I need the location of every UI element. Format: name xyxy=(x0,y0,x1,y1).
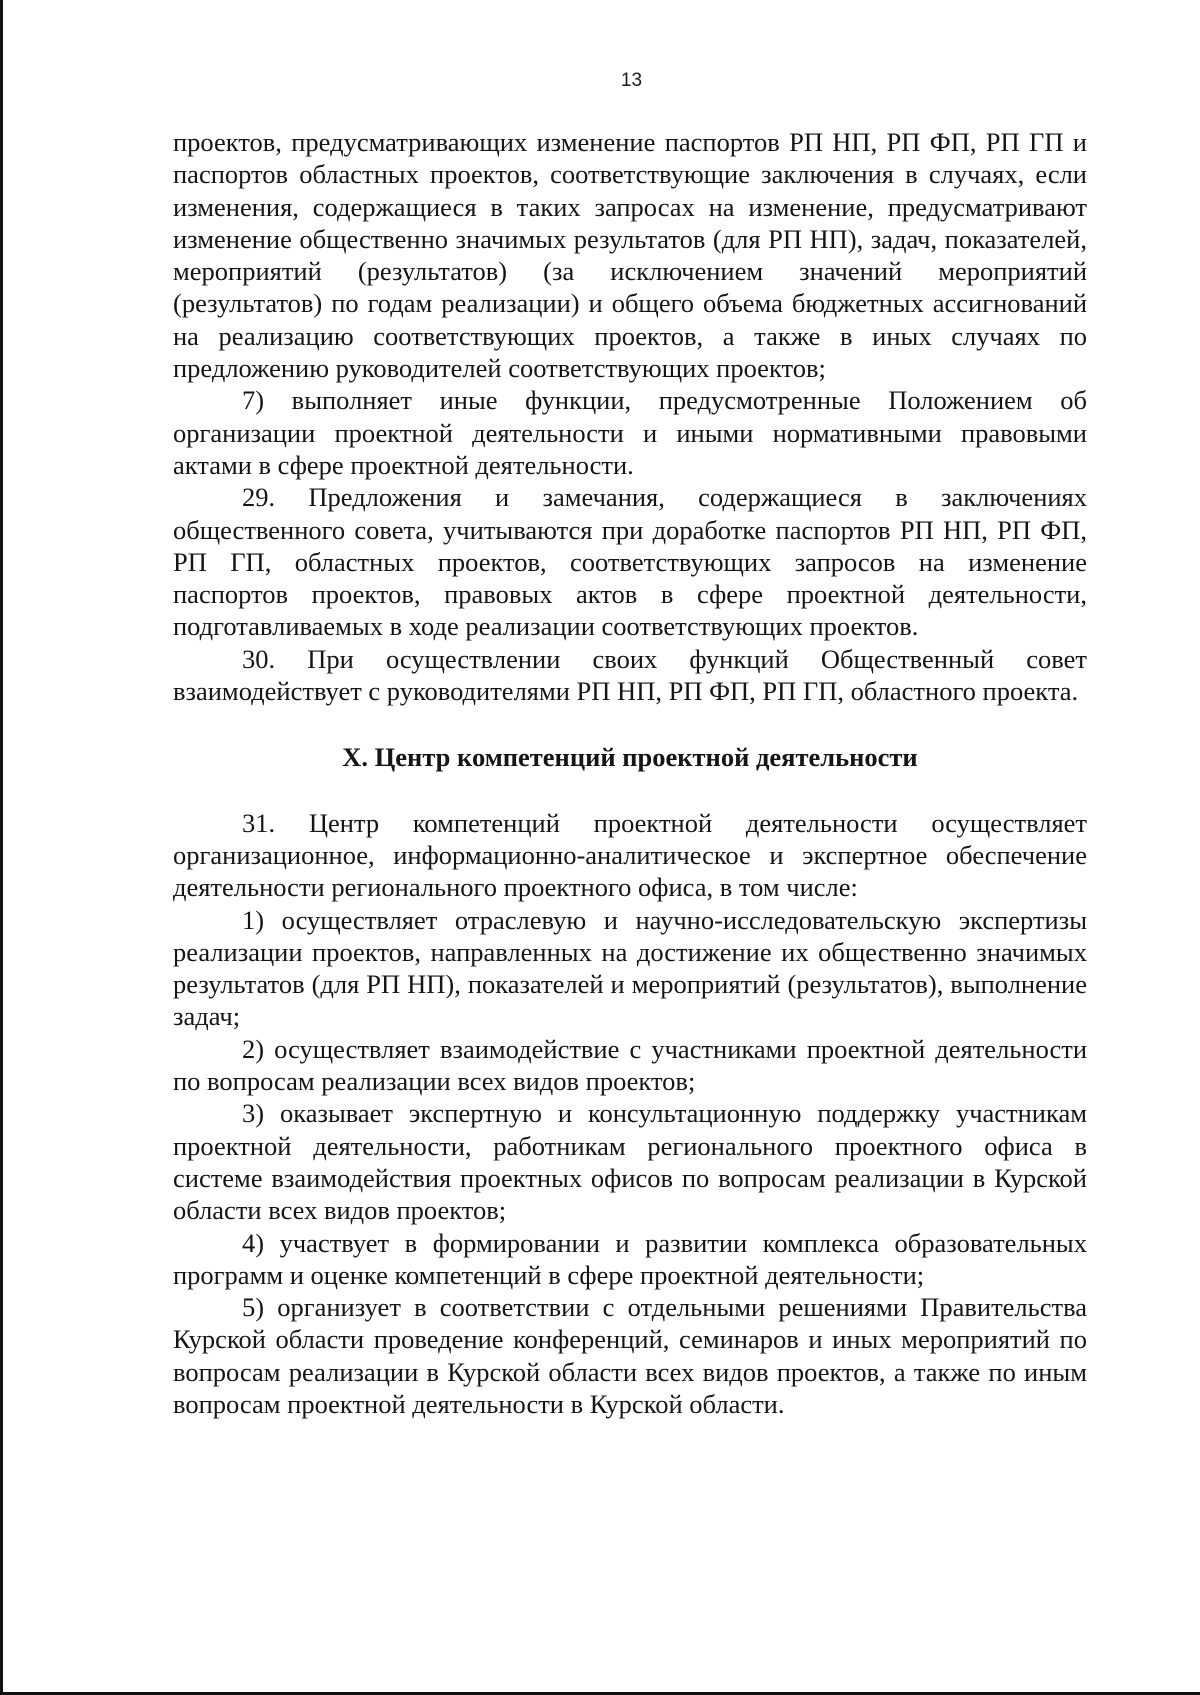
page-number: 13 xyxy=(620,70,643,91)
paragraph-item-7: 7) выполняет иные функции, предусмотренные Положением об организации проектной деятельности и иными нормативными правовыми актами в сфере проектной деятельности. xyxy=(173,385,1087,480)
paragraph-clause-31: 31. Центр компетенций проектной деятельности осуществляет организационное, информационно-аналитическое и экспертное обеспечение деятельности регионального проектного офиса, в том числе: xyxy=(173,807,1087,903)
scan-left-edge xyxy=(0,0,3,1695)
paragraph-continuation: проектов, предусматривающих изменение паспортов РП НП, РП ФП, РП ГП и паспортов областных проектов, соответствующие заключения в случаях, если изменения, содержащиеся в таких запросах на изменение, предусматривают изменение общественно значимых результатов (для РП НП), задач, показателей, мероприятий (результатов) (за исключением значений мероприятий (результатов) по годам реализации) и общего объема бюджетных ассигнований на реализацию соответствующих проектов, а также в иных случаях по предложению руководителей соответствующих проектов; xyxy=(173,127,1087,384)
paragraph-item-2: 2) осуществляет взаимодействие с участниками проектной деятельности по вопросам реализации всех видов проектов; xyxy=(173,1033,1087,1097)
paragraph-item-5: 5) организует в соответствии с отдельными решениями Правительства Курской области проведение конференций, семинаров и иных мероприятий по вопросам реализации в Курской области всех видов проектов, а также по иным вопросам проектной деятельности в Курской области. xyxy=(173,1292,1087,1419)
paragraph-item-3: 3) оказывает экспертную и консультационную поддержку участникам проектной деятельности, работникам регионального проектного офиса в системе взаимодействия проектных офисов по вопросам реализации в Курской области всех видов проектов; xyxy=(173,1098,1087,1226)
paragraph-item-1: 1) осуществляет отраслевую и научно-исследовательскую экспертизы реализации проектов, направленных на достижение их общественно значимых результатов (для РП НП), показателей и мероприятий (результатов), выполнение задач; xyxy=(173,904,1087,1032)
document-body xyxy=(173,126,1087,1420)
paragraph-clause-30: 30. При осуществлении своих функций Общественный совет взаимодействует с руководителями РП НП, РП ФП, РП ГП, областного проекта. xyxy=(173,643,1087,707)
section-heading: X. Центр компетенций проектной деятельности xyxy=(342,742,918,773)
paragraph-item-4: 4) участвует в формировании и развитии комплекса образовательных программ и оценке компетенций в сфере проектной деятельности; xyxy=(173,1227,1087,1290)
paragraph-clause-29: 29. Предложения и замечания, содержащиеся в заключениях общественного совета, учитываются при доработке паспортов РП НП, РП ФП, РП ГП, областных проектов, соответствующих запросов на изменение паспортов проектов, правовых актов в сфере проектной деятельности, подготавливаемых в ходе реализации соответствующих проектов. xyxy=(173,482,1087,642)
